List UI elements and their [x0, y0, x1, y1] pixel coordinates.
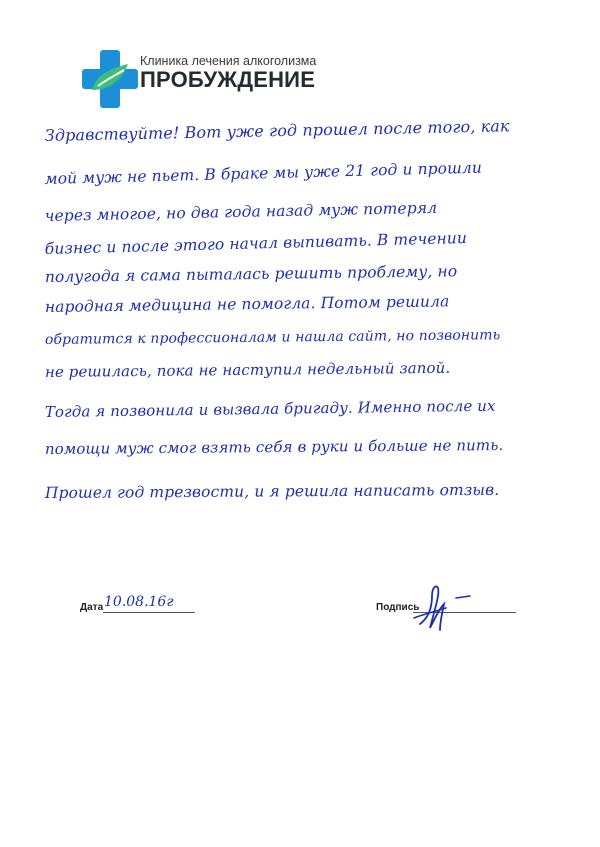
letter-line: обратится к профессионалам и нашла сайт, но позвонить [44, 327, 501, 348]
letter-line: Здравствуйте! Вот уже год прошел после того, как [44, 116, 510, 145]
letter-line: народная медицина не помогла. Потом решила [44, 292, 450, 316]
letter-line: полугода я сама пыталась решить проблему, но [44, 262, 458, 286]
clinic-name: ПРОБУЖДЕНИЕ [140, 67, 316, 92]
letter-line: не решилась, пока не наступил недельный запой. [44, 358, 451, 381]
signature-label: Подпись [376, 602, 420, 613]
date-label: Дата [80, 602, 104, 613]
clinic-subtitle: Клиника лечения алкоголизма [140, 54, 317, 68]
date-underline [103, 612, 195, 613]
letter-line: помощи муж смог взять себя в руки и больше не пить. [44, 436, 504, 458]
letter-line: через многое, но два года назад муж потерял [44, 198, 438, 225]
letter-line: бизнес и после этого начал выпивать. В течении [44, 228, 468, 258]
handwritten-signature [410, 578, 490, 634]
date-value: 10.08.16г [104, 594, 174, 610]
letter-line: Тогда я позвонила и вызвала бригаду. Именно после их [44, 396, 496, 421]
letter-line: Прошел год трезвости, и я решила написать отзыв. [44, 480, 500, 502]
letter-line: мой муж не пьет. В браке мы уже 21 год и прошли [44, 158, 483, 188]
